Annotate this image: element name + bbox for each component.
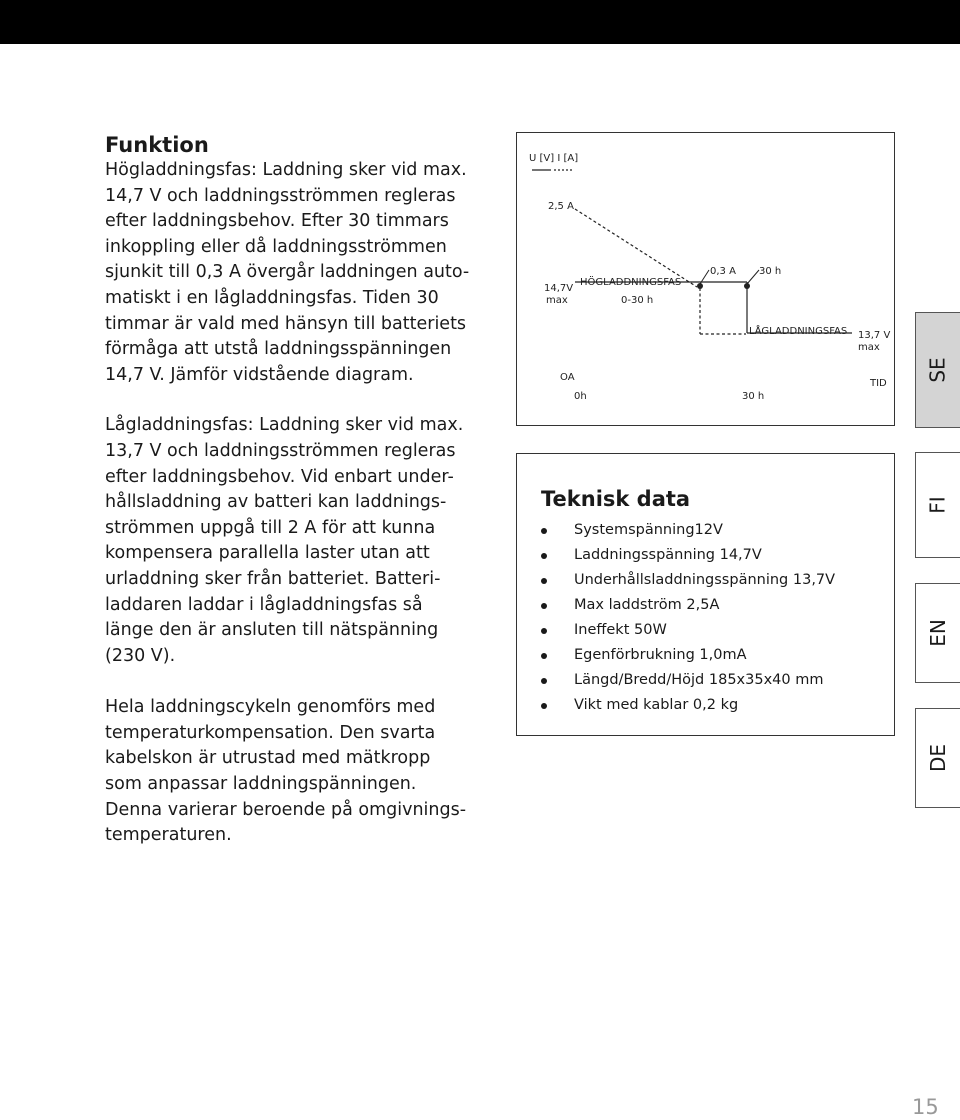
voltage-low-label: 13,7 V <box>858 330 891 341</box>
current-start-label: 2,5 A <box>548 201 574 212</box>
list-item <box>541 568 894 593</box>
list-item <box>541 518 894 543</box>
text-line: 13,7 V och laddningsströmmen regleras <box>105 440 456 461</box>
tech-data-section <box>516 453 895 736</box>
tech-item-label: Ineffekt 50W <box>574 622 667 638</box>
paragraph-temperature <box>105 695 500 849</box>
voltage-high-sub: max <box>546 295 568 306</box>
tab-de[interactable] <box>915 708 960 808</box>
text-line: laddaren laddar i lågladdningsfas så <box>105 594 423 615</box>
page-number: 15 <box>912 1095 939 1119</box>
text-line: (230 V). <box>105 645 176 666</box>
voltage-high-label: 14,7V <box>544 283 574 294</box>
text-line: Lågladdningsfas: Laddning sker vid max. <box>105 415 464 436</box>
text-line: 14,7 V. Jämför vidstående diagram. <box>105 364 414 385</box>
top-bar <box>0 0 960 44</box>
text-line: sjunkit till 0,3 A övergår laddningen auto- <box>105 262 470 283</box>
tech-data-title: Teknisk data <box>541 487 691 511</box>
voltage-low-sub: max <box>858 342 880 353</box>
bullet-icon <box>541 578 547 584</box>
charging-diagram-svg <box>517 133 896 427</box>
list-item <box>541 543 894 568</box>
text-line: efter laddningsbehov. Vid enbart under- <box>105 466 454 487</box>
tech-item-label: Längd/Bredd/Höjd 185x35x40 mm <box>574 672 824 688</box>
tab-se[interactable] <box>915 312 960 428</box>
bullet-icon <box>541 678 547 684</box>
funktion-section <box>105 132 500 849</box>
text-line: matiskt i en lågladdningsfas. Tiden 30 <box>105 287 439 308</box>
time-switch-label: 30 h <box>759 266 782 277</box>
bullet-icon <box>541 653 547 659</box>
funktion-heading: Funktion <box>105 133 209 157</box>
tech-item-label: Vikt med kablar 0,2 kg <box>574 697 739 713</box>
charging-diagram <box>516 132 895 426</box>
high-phase-time: 0-30 h <box>621 295 654 306</box>
text-line: temperaturen. <box>105 825 232 846</box>
text-line: strömmen uppgå till 2 A för att kunna <box>105 517 436 538</box>
text-line: timmar är vald med hänsyn till batteriets <box>105 313 467 334</box>
tab-en[interactable] <box>915 583 960 683</box>
tech-item-label: Laddningsspänning 14,7V <box>574 547 762 563</box>
text-line: inkoppling eller då laddningsströmmen <box>105 236 447 257</box>
tech-item-label: Underhållsladdningsspänning 13,7V <box>574 572 836 588</box>
list-item <box>541 668 894 693</box>
tech-data-list <box>541 518 894 718</box>
bullet-icon <box>541 628 547 634</box>
list-item <box>541 593 894 618</box>
tab-label: SE <box>926 357 950 383</box>
text-line: förmåga att utstå laddningsspänningen <box>105 339 452 360</box>
time-leader <box>747 270 759 284</box>
x-start-label: 0h <box>574 391 587 402</box>
text-line: efter laddningsbehov. Efter 30 timmars <box>105 211 449 232</box>
low-phase-label: LÅGLADDNINGSFAS <box>749 326 848 337</box>
tab-label: FI <box>926 496 950 514</box>
tech-item-label: Max laddström 2,5A <box>574 597 720 613</box>
tab-label: DE <box>925 743 950 773</box>
current-curve <box>575 209 697 287</box>
bullet-icon <box>541 703 547 709</box>
tech-item-label: Egenförbrukning 1,0mA <box>574 647 747 663</box>
x-mark-label: 30 h <box>742 391 765 402</box>
x-axis-label: TID <box>870 378 887 389</box>
high-phase-label: HÖGLADDNINGSFAS <box>580 277 682 288</box>
text-line: Denna varierar beroende på omgivnings- <box>105 799 467 820</box>
text-line: kompensera parallella laster utan att <box>105 543 430 564</box>
text-line: kabelskon är utrustad med mätkropp <box>105 748 431 769</box>
paragraph-high-phase <box>105 158 500 388</box>
tab-label: EN <box>925 619 950 647</box>
text-line: som anpassar laddningspänningen. <box>105 774 417 795</box>
text-line: länge den är ansluten till nätspänning <box>105 620 439 641</box>
tab-fi[interactable] <box>915 452 960 558</box>
current-switch-label: 0,3 A <box>710 266 736 277</box>
text-line: temperaturkompensation. Den svarta <box>105 722 436 743</box>
origin-label: OA <box>560 372 575 383</box>
tech-item-label: Systemspänning12V <box>574 522 723 538</box>
text-line: Hela laddningscykeln genomförs med <box>105 697 436 718</box>
list-item <box>541 643 894 668</box>
list-item <box>541 618 894 643</box>
list-item <box>541 693 894 718</box>
bullet-icon <box>541 528 547 534</box>
axis-label: U [V] I [A] <box>529 153 579 164</box>
text-line: 14,7 V och laddningsströmmen regleras <box>105 185 456 206</box>
text-line: hållsladdning av batteri kan laddnings- <box>105 492 447 513</box>
bullet-icon <box>541 603 547 609</box>
bullet-icon <box>541 553 547 559</box>
paragraph-low-phase <box>105 413 500 669</box>
text-line: Högladdningsfas: Laddning sker vid max. <box>105 160 467 180</box>
text-line: urladdning sker från batteriet. Batteri- <box>105 568 441 589</box>
